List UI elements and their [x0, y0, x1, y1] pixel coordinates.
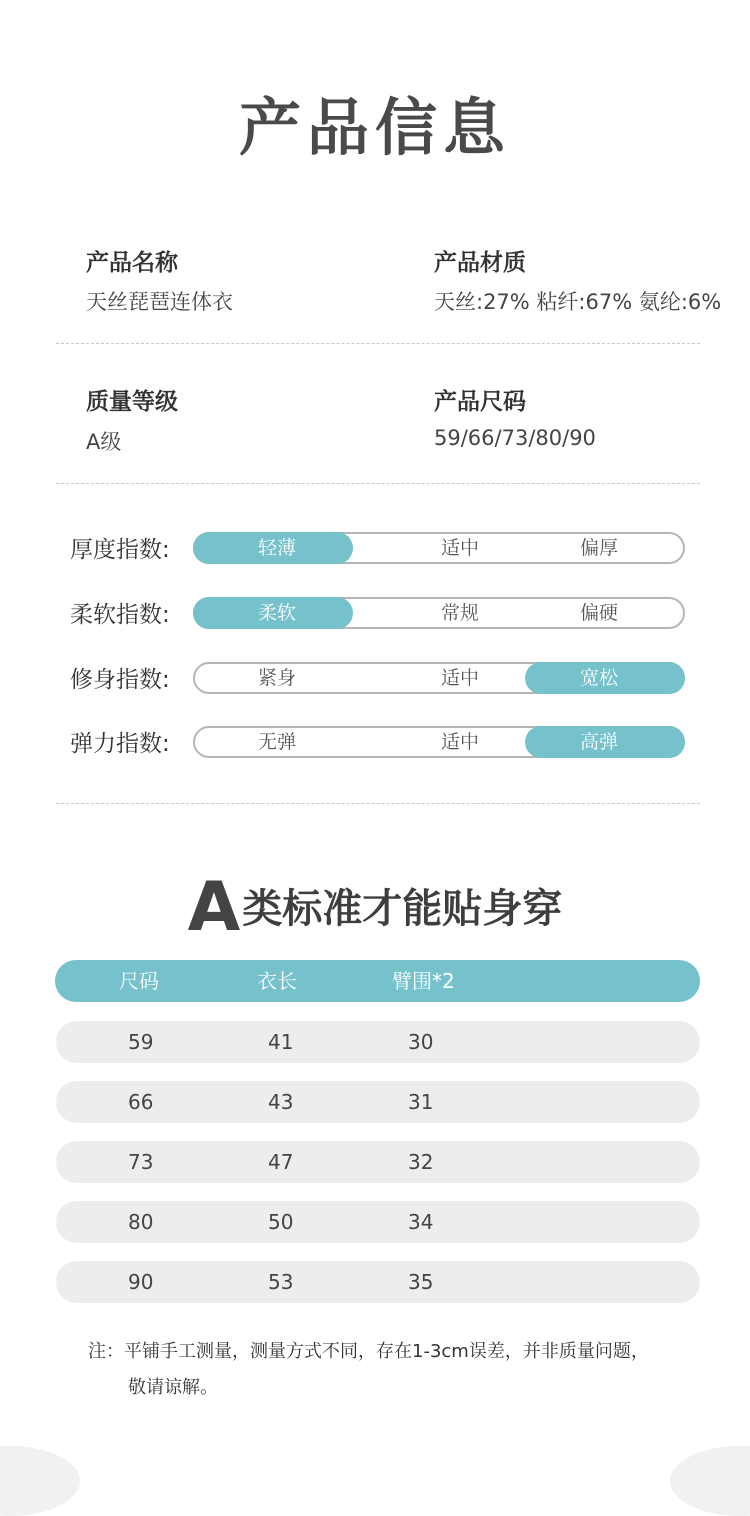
- table-row: [56, 1201, 700, 1243]
- cell-length: 47: [268, 1150, 294, 1174]
- size-table-header: [55, 960, 700, 1002]
- index-label: 厚度指数:: [70, 537, 170, 563]
- cell-size: 66: [128, 1090, 154, 1114]
- index-option: 紧身: [257, 667, 296, 689]
- size-chart-title: [0, 868, 750, 947]
- size-value: 59/66/73/80/90: [434, 426, 596, 450]
- index-scale: [193, 726, 685, 758]
- index-option: 无弹: [257, 731, 296, 753]
- index-scale: [193, 662, 685, 694]
- size-label: 产品尺码: [434, 389, 526, 415]
- cell-size: 59: [128, 1030, 154, 1054]
- size-table-header-size: 尺码: [119, 969, 159, 993]
- product-name-value: 天丝琵琶连体衣: [86, 290, 233, 314]
- index-option: 偏硬: [579, 602, 618, 624]
- table-row: [56, 1081, 700, 1123]
- grade-value: A级: [86, 430, 122, 454]
- cell-arm: 30: [408, 1030, 434, 1054]
- cell-length: 53: [268, 1270, 294, 1294]
- index-option: 偏厚: [579, 537, 618, 559]
- index-scale: [193, 532, 685, 564]
- index-label: 弹力指数:: [70, 731, 170, 757]
- index-label: 柔软指数:: [70, 602, 170, 628]
- cell-arm: 35: [408, 1270, 434, 1294]
- material-label: 产品材质: [434, 250, 526, 276]
- cell-size: 80: [128, 1210, 154, 1234]
- page-title: 产品信息: [238, 91, 511, 164]
- table-row: [56, 1021, 700, 1063]
- index-scale: [193, 597, 685, 629]
- cell-length: 41: [268, 1030, 294, 1054]
- grade-label: 质量等级: [86, 389, 178, 415]
- index-option-selected: 宽松: [579, 667, 618, 689]
- divider: [56, 343, 700, 344]
- size-chart-title-text: 类标准才能贴身穿: [242, 886, 563, 932]
- size-chart-title-big-a: A: [187, 868, 241, 947]
- index-option-selected: 高弹: [579, 731, 618, 753]
- index-option-selected: 柔软: [257, 602, 296, 624]
- decorative-corner: [670, 1446, 750, 1516]
- note-line-1: 注：平铺手工测量，测量方式不同，存在1-3cm误差，并非质量问题，: [88, 1341, 649, 1362]
- index-option: 常规: [440, 602, 479, 624]
- index-option: 适中: [440, 667, 479, 689]
- index-label: 修身指数:: [70, 667, 170, 693]
- divider: [56, 483, 700, 484]
- size-table-header-arm: 臂围*2: [392, 969, 455, 993]
- cell-arm: 34: [408, 1210, 434, 1234]
- index-option: 适中: [440, 537, 479, 559]
- divider: [56, 803, 700, 804]
- note-line-2: 敬请谅解。: [128, 1377, 218, 1398]
- cell-size: 90: [128, 1270, 154, 1294]
- product-name-label: 产品名称: [86, 250, 178, 276]
- size-table-header-length: 衣长: [257, 969, 297, 993]
- table-row: [56, 1141, 700, 1183]
- cell-arm: 31: [408, 1090, 434, 1114]
- decorative-corner: [0, 1446, 80, 1516]
- measurement-note: [88, 1334, 708, 1406]
- table-row: [56, 1261, 700, 1303]
- material-value: 天丝:27% 粘纤:67% 氨纶:6%: [434, 290, 722, 314]
- index-option: 适中: [440, 731, 479, 753]
- cell-arm: 32: [408, 1150, 434, 1174]
- cell-length: 50: [268, 1210, 294, 1234]
- cell-size: 73: [128, 1150, 154, 1174]
- index-option-selected: 轻薄: [257, 537, 296, 559]
- cell-length: 43: [268, 1090, 294, 1114]
